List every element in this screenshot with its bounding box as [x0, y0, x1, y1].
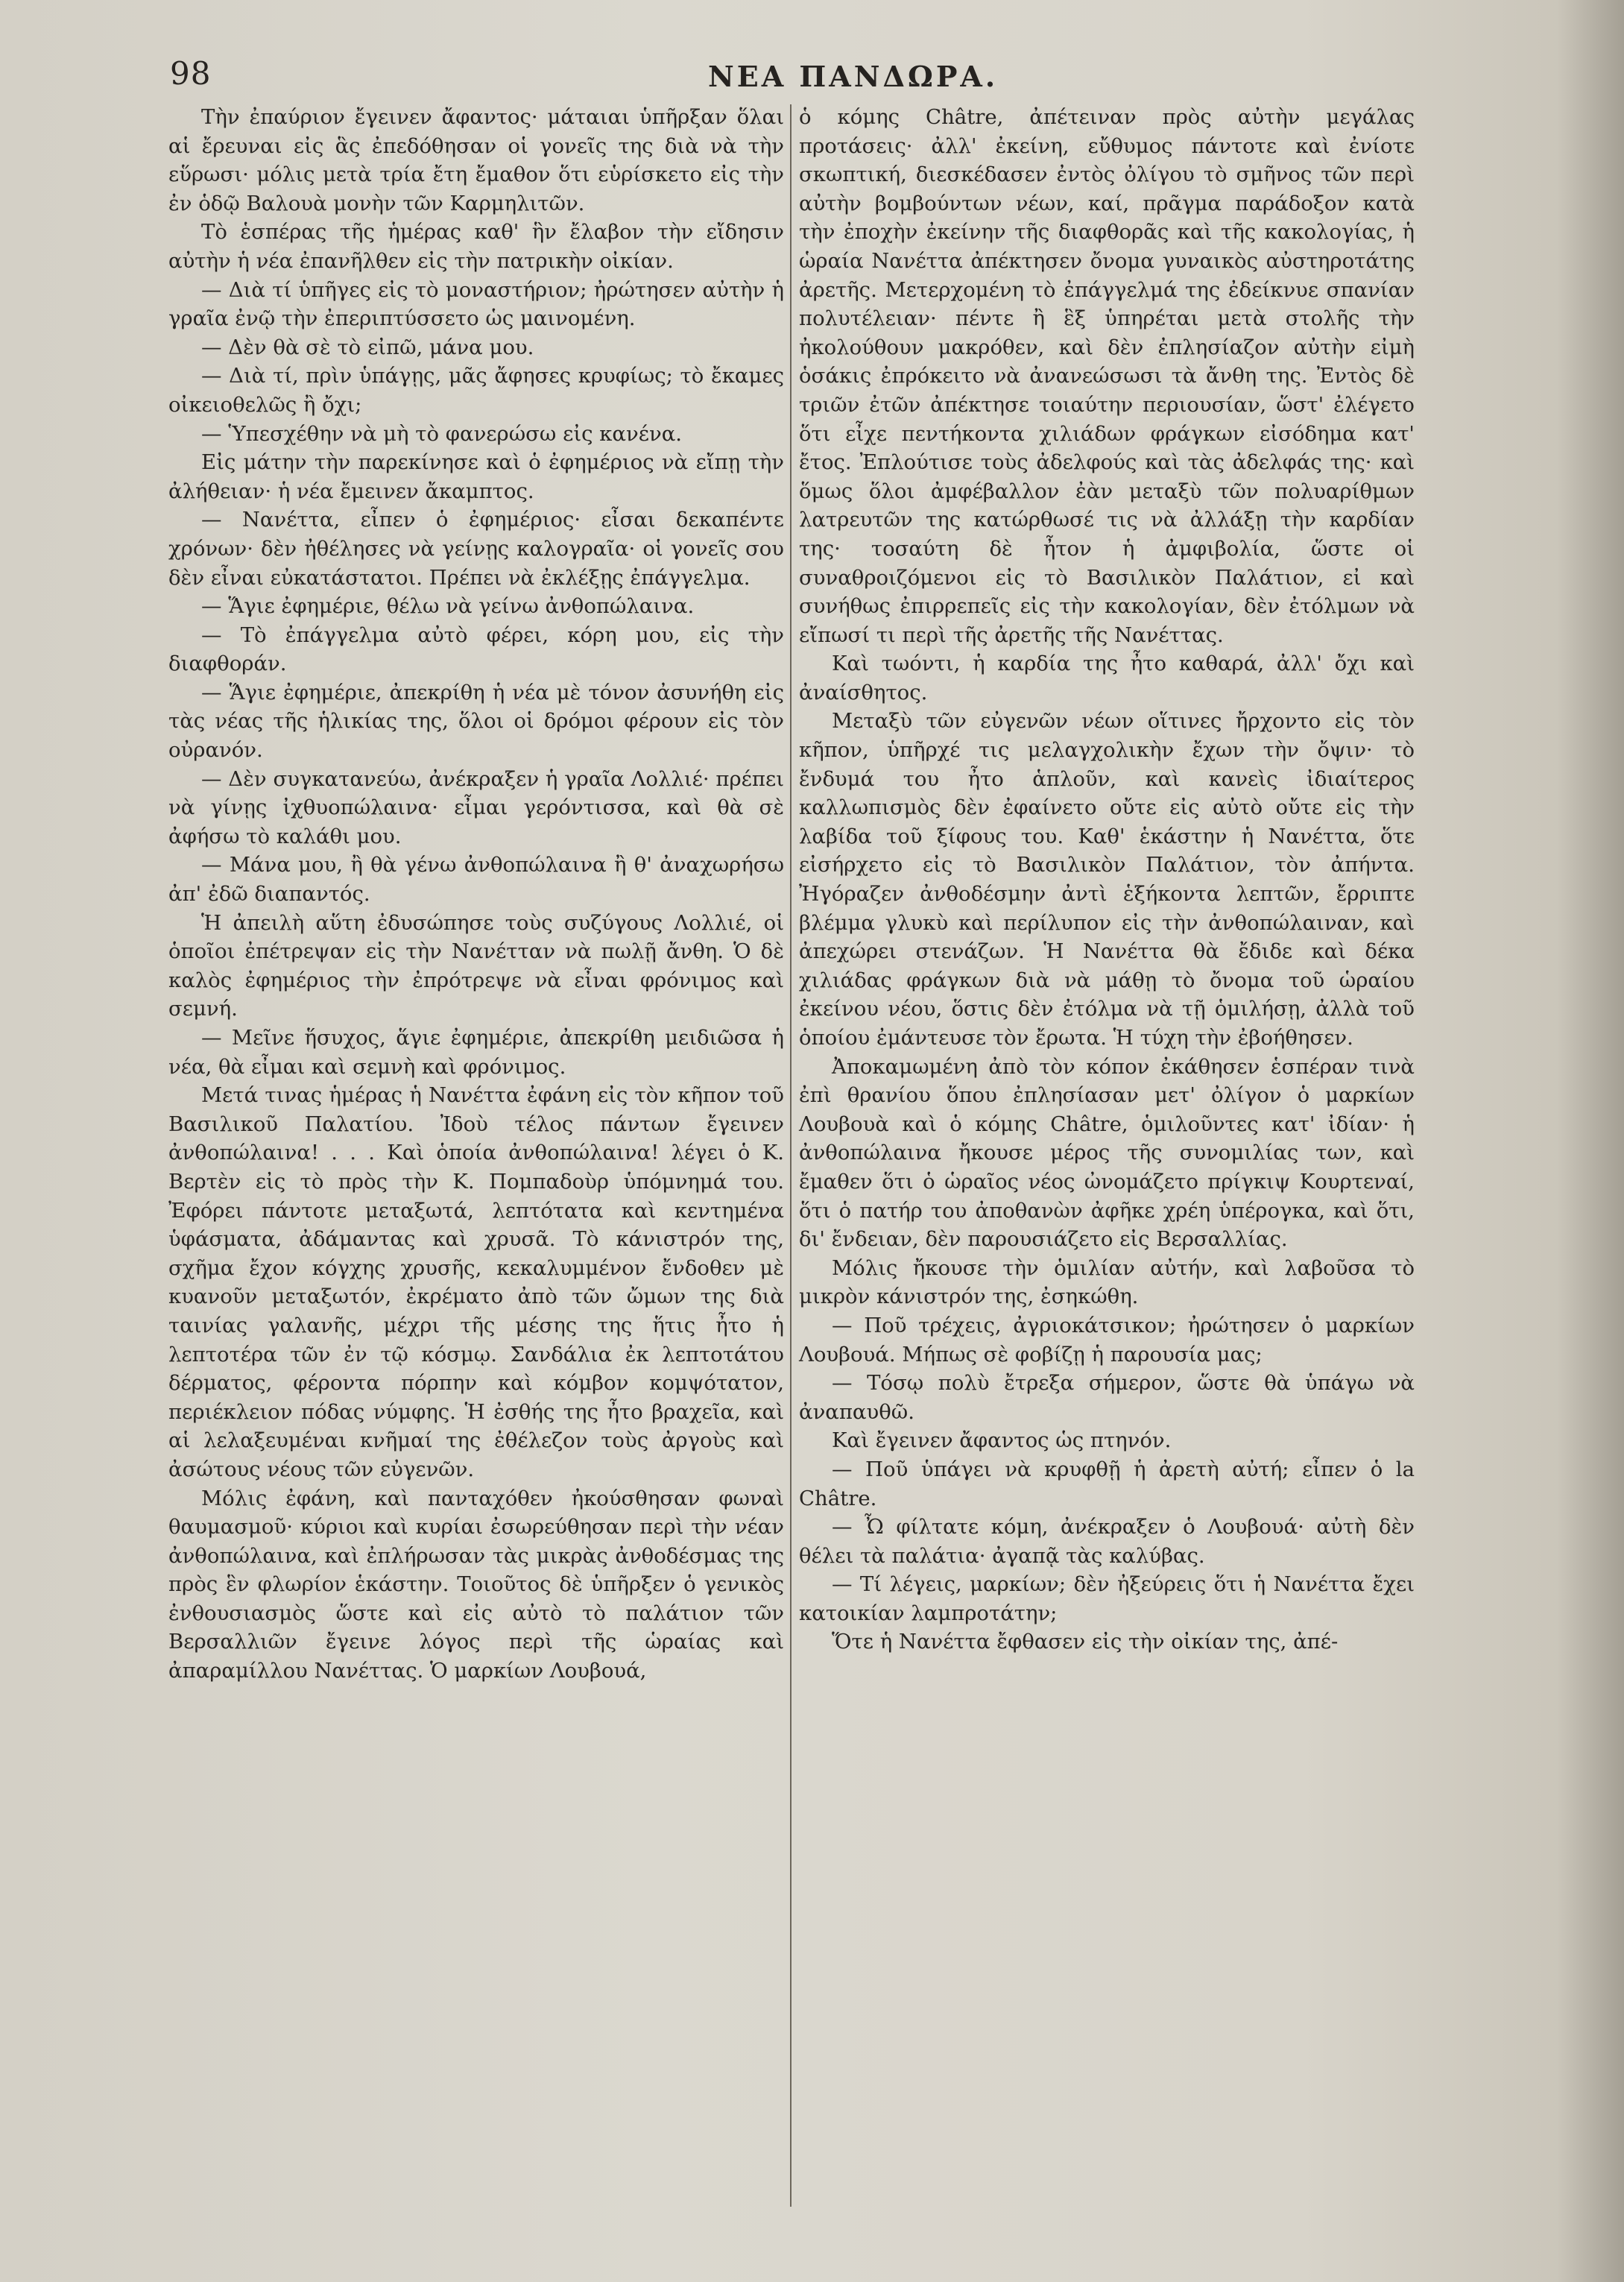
paragraph: Μεταξὺ τῶν εὐγενῶν νέων οἵτινες ἤρχοντο εἰς τὸν κῆπον, ὑπῆρχέ τις μελαγχολικὴν ἔχων τὴν ὄψιν· τὸ ἔνδυμά του ἦτο ἁπλοῦν, καὶ κανεὶς ἰδιαίτερος καλλωπισμὸς δὲν ἐφαίνετο οὔτε εἰς αὐτὸ οὔτε εἰς τὴν λαβίδα τοῦ ξίφους του. Καθ' ἑκάστην ἡ Νανέττα, ὅτε εἰσήρχετο εἰς τὸ Βασιλικὸν Παλάτιον, τὸν ἀπήντα. Ἠγόραζεν ἀνθοδέσμην ἀντὶ ἑξήκοντα λεπτῶν, ἔρριπτε βλέμμα γλυκὺ καὶ περίλυπον εἰς τὴν ἀνθοπώλαιναν, καὶ ἀπεχώρει στενάζων. Ἡ Νανέττα θὰ ἔδιδε καὶ δέκα χιλιάδας φράγκων διὰ νὰ μάθῃ τὸ ὄνομα τοῦ ὡραίου ἐκείνου νέου, ὅστις δὲν ἐτόλμα νὰ τῇ ὁμιλήσῃ, ἀλλὰ τοῦ ὁποίου ἐμάντευσε τὸν ἔρωτα. Ἡ τύχη τὴν ἐβοήθησεν.	[799, 709, 1415, 1050]
paragraph: Καὶ τωόντι, ἡ καρδία της ἦτο καθαρά, ἀλλ' ὄχι καὶ ἀναίσθητος.	[799, 652, 1415, 705]
paragraph: Εἰς μάτην τὴν παρεκίνησε καὶ ὁ ἐφημέριος νὰ εἴπῃ τὴν ἀλήθειαν· ἡ νέα ἔμεινεν ἄκαμπτος.	[168, 450, 784, 503]
right-column	[799, 103, 1415, 1657]
dialogue-line: — Ποῦ τρέχεις, ἀγριοκάτσικον; ἠρώτησεν ὁ μαρκίων Λουβουά. Μήπως σὲ φοβίζῃ ἡ παρουσία μας;	[799, 1313, 1415, 1367]
dialogue-line: — Ποῦ ὑπάγει νὰ κρυφθῇ ἡ ἀρετὴ αὐτή; εἶπεν ὁ la Châtre.	[799, 1457, 1415, 1510]
paragraph: Τὴν ἐπαύριον ἔγεινεν ἄφαντος· μάταιαι ὑπῆρξαν ὅλαι αἱ ἔρευναι εἰς ἃς ἐπεδόθησαν οἱ γονεῖς της διὰ νὰ τὴν εὕρωσι· μόλις μετὰ τρία ἔτη ἔμαθον ὅτι εὑρίσκετο εἰς τὴν ἐν ὁδῷ Βαλουὰ μονὴν τῶν Καρμηλιτῶν.	[168, 105, 784, 215]
page-number: 98	[170, 55, 212, 92]
paragraph: Μόλις ἐφάνη, καὶ πανταχόθεν ἠκούσθησαν φωναὶ θαυμασμοῦ· κύριοι καὶ κυρίαι ἐσωρεύθησαν περὶ τὴν νέαν ἀνθοπώλαινα, καὶ ἐπλήρωσαν τὰς μικρὰς ἀνθοδέσμας της πρὸς ἓν φλωρίον ἑκάστην. Τοιοῦτος δὲ ὑπῆρξεν ὁ γενικὸς ἐνθουσιασμὸς ὥστε καὶ εἰς αὐτὸ τὸ παλάτιον τῶν Βερσαλλιῶν ἔγεινε λόγος περὶ τῆς ὡραίας καὶ ἀπαραμίλλου Νανέττας. Ὁ μαρκίων Λουβουά,	[168, 1486, 784, 1683]
dialogue-line: — Διὰ τί, πρὶν ὑπάγῃς, μᾶς ἄφησες κρυφίως; τὸ ἔκαμες οἰκειοθελῶς ἢ ὄχι;	[168, 364, 784, 417]
dialogue-line: — Δὲν θὰ σὲ τὸ εἰπῶ, μάνα μου.	[201, 335, 534, 359]
dialogue-line: — Ὑπεσχέθην νὰ μὴ τὸ φανερώσω εἰς κανένα.	[201, 421, 683, 446]
running-title: ΝΕΑ ΠΑΝΔΩΡΑ.	[708, 60, 999, 93]
dialogue-line: — Τὸ ἐπάγγελμα αὐτὸ φέρει, κόρη μου, εἰς τὴν διαφθοράν.	[168, 622, 784, 676]
dialogue-line: — Ἅγιε ἐφημέριε, ἀπεκρίθη ἡ νέα μὲ τόνον ἀσυνήθη εἰς τὰς νέας τῆς ἡλικίας της, ὅλοι οἱ δρόμοι φέρουν εἰς τὸν οὐρανόν.	[168, 680, 784, 763]
dialogue-line: — Τόσῳ πολὺ ἔτρεξα σήμερον, ὥστε θὰ ὑπάγω νὰ ἀναπαυθῶ.	[799, 1371, 1415, 1424]
dialogue-line: — Μεῖνε ἥσυχος, ἅγιε ἐφημέριε, ἀπεκρίθη μειδιῶσα ἡ νέα, θὰ εἶμαι καὶ σεμνὴ καὶ φρόνιμος.	[168, 1026, 784, 1079]
paragraph: ὁ κόμης Châtre, ἀπέτειναν πρὸς αὐτὴν μεγάλας προτάσεις· ἀλλ' ἐκείνη, εὔθυμος πάντοτε καὶ ἐνίοτε σκωπτική, διεσκέδασεν ἐντὸς ὀλίγου τὸ σμῆνος τῶν περὶ αὐτὴν βομβούντων νέων, καί, πρᾶγμα παράδοξον κατὰ τὴν ἐποχὴν ἐκείνην τῆς διαφθορᾶς καὶ τῆς κακολογίας, ἡ ὡραία Νανέττα ἀπέκτησεν ὄνομα γυναικὸς αὐστηροτάτης ἀρετῆς. Μετερχομένη τὸ ἐπάγγελμά της ἐδείκνυε σπανίαν πολυτέλειαν· πέντε ἢ ἓξ ὑπηρέται μετὰ στολῆς τὴν ἠκολούθουν μακρόθεν, καὶ δὲν ἐπλησίαζον αὐτὴν εἰμὴ ὁσάκις ἐπρόκειτο νὰ ἀνανεώσωσι τὰ ἄνθη της. Ἐντὸς δὲ τριῶν ἐτῶν ἀπέκτησε τοιαύτην περιουσίαν, ὥστ' ἐλέγετο ὅτι εἶχε πεντήκοντα χιλιάδων φράγκων εἰσόδημα κατ' ἔτος. Ἐπλούτισε τοὺς ἀδελφούς καὶ τὰς ἀδελφάς της· καὶ ὅμως ὅλοι ἀμφέβαλλον ἐὰν μεταξὺ τῶν πολυαρίθμων λατρευτῶν της κατώρθωσέ τις νὰ ἀλλάξῃ τὴν καρδίαν της· τοσαύτη δὲ ἦτον ἡ ἀμφιβολία, ὥστε οἱ συναθροιζόμενοι εἰς τὸ Βασιλικὸν Παλάτιον, εἰ καὶ συνήθως ἐπιρρεπεῖς εἰς τὴν κακολογίαν, δὲν ἐτόλμων νὰ εἴπωσί τι περὶ τῆς ἀρετῆς τῆς Νανέττας.	[799, 105, 1415, 647]
dialogue-line: — Νανέττα, εἶπεν ὁ ἐφημέριος· εἶσαι δεκαπέντε χρόνων· δὲν ἠθέλησες νὰ γείνῃς καλογραῖα· οἱ γονεῖς σου δὲν εἶναι εὐκατάστατοι. Πρέπει νὰ ἐκλέξῃς ἐπάγγελμα.	[168, 508, 784, 590]
dialogue-line: — Τί λέγεις, μαρκίων; δὲν ἠξεύρεις ὅτι ἡ Νανέττα ἔχει κατοικίαν λαμπροτάτην;	[799, 1572, 1415, 1625]
dialogue-line: — Ὦ φίλτατε κόμη, ἀνέκραξεν ὁ Λουβουά· αὐτὴ δὲν θέλει τὰ παλάτια· ἀγαπᾷ τὰς καλύβας.	[799, 1515, 1415, 1568]
dialogue-line: — Ἅγιε ἐφημέριε, θέλω νὰ γείνω ἀνθοπώλαινα.	[201, 594, 695, 619]
paragraph: Τὸ ἑσπέρας τῆς ἡμέρας καθ' ἣν ἔλαβον τὴν εἴδησιν αὐτὴν ἡ νέα ἐπανῆλθεν εἰς τὴν πατρικὴν οἰκίαν.	[168, 220, 784, 273]
binding-shadow	[1557, 0, 1624, 2282]
dialogue-line: — Διὰ τί ὑπῆγες εἰς τὸ μοναστήριον; ἠρώτησεν αὐτὴν ἡ γραῖα ἐνῷ τὴν ἐπεριπτύσσετο ὡς μαινομένη.	[168, 277, 784, 331]
paragraph: Καὶ ἔγεινεν ἄφαντος ὡς πτηνόν.	[832, 1428, 1172, 1453]
paragraph: Ἀποκαμωμένη ἀπὸ τὸν κόπον ἐκάθησεν ἑσπέραν τινὰ ἐπὶ θρανίου ὅπου ἐπλησίασαν μετ' ὀλίγον ὁ μαρκίων Λουβουὰ καὶ ὁ κόμης Châtre, ὁμιλοῦντες κατ' ἰδίαν· ἡ ἀνθοπώλαινα ἤκουσε μέρος τῆς συνομιλίας των, καὶ ἔμαθεν ὅτι ὁ ὡραῖος νέος ὠνομάζετο πρίγκιψ Κουρτεναί, ὅτι ὁ πατήρ του ἀποθανὼν ἀφῆκε χρέη ὑπέρογκα, καὶ ὅτι, δι' ἔνδειαν, δὲν παρουσιάζετο εἰς Βερσαλλίας.	[799, 1054, 1415, 1252]
left-column	[168, 103, 784, 1686]
paragraph: Ἡ ἀπειλὴ αὕτη ἐδυσώπησε τοὺς συζύγους Λολλιέ, οἱ ὁποῖοι ἐπέτρεψαν εἰς τὴν Νανέτταν νὰ πωλῇ ἄνθη. Ὁ δὲ καλὸς ἐφημέριος τὴν ἐπρότρεψε νὰ εἶναι φρόνιμος καὶ σεμνή.	[168, 910, 784, 1021]
dialogue-line: — Δὲν συγκατανεύω, ἀνέκραξεν ἡ γραῖα Λολλιέ· πρέπει νὰ γίνῃς ἰχθυοπώλαινα· εἶμαι γερόντισσα, καὶ θὰ σὲ ἀφήσω τὸ καλάθι μου.	[168, 766, 784, 848]
paragraph: Ὅτε ἡ Νανέττα ἔφθασεν εἰς τὴν οἰκίαν της, ἀπέ-	[832, 1630, 1339, 1654]
paragraph: Μετά τινας ἡμέρας ἡ Νανέττα ἐφάνη εἰς τὸν κῆπον τοῦ Βασιλικοῦ Παλατίου. Ἰδοὺ τέλος πάντων ἔγεινεν ἀνθοπώλαινα! . . . Καὶ ὁποία ἀνθοπώλαινα! λέγει ὁ Κ. Βερτὲν εἰς τὸ πρὸς τὴν Κ. Πομπαδοὺρ ὑπόμνημά του. Ἐφόρει πάντοτε μεταξωτά, λεπτότατα καὶ κεντημένα ὑφάσματα, ἀδάμαντας καὶ χρυσᾶ. Τὸ κάνιστρόν της, σχῆμα ἔχον κόγχης χρυσῆς, κεκαλυμμένον ἔνδοθεν μὲ κυανοῦν μεταξωτόν, ἐκρέματο ἀπὸ τῶν ὤμων της διὰ ταινίας γαλανῆς, μέχρι τῆς μέσης της ἥτις ἦτο ἡ λεπτοτέρα τῶν ἐν τῷ κόσμῳ. Σανδάλια ἐκ λεπτοτάτου δέρματος, φέροντα πόρπην καὶ κόμβον κομψότατον, περιέκλειον πόδας νύμφης. Ἡ ἐσθής της ἦτο βραχεῖα, καὶ αἱ λελαξευμέναι κνῆμαί της ἐθέλεζον τοὺς ἀργοὺς καὶ ἀσώτους νέους τῶν εὐγενῶν.	[168, 1083, 784, 1481]
paragraph: Μόλις ἤκουσε τὴν ὁμιλίαν αὐτήν, καὶ λαβοῦσα τὸ μικρὸν κάνιστρόν της, ἐσηκώθη.	[799, 1255, 1415, 1309]
column-rule	[790, 104, 792, 2207]
dialogue-line: — Μάνα μου, ἢ θὰ γένω ἀνθοπώλαινα ἢ θ' ἀναχωρήσω ἀπ' ἐδῶ διαπαντός.	[168, 853, 784, 907]
